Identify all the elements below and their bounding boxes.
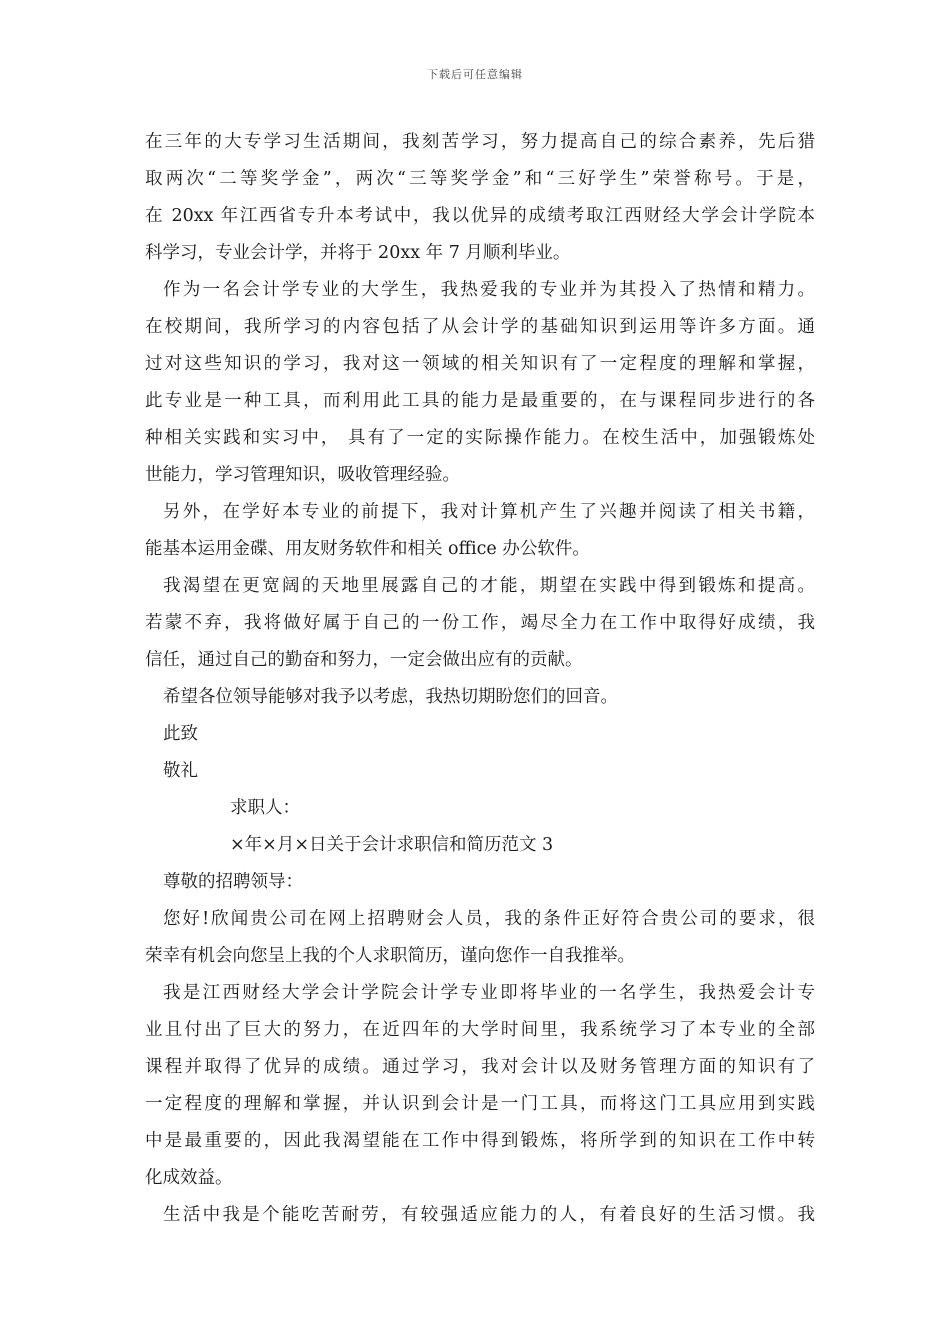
text-line: 我是江西财经大学会计学院会计学专业即将毕业的一名学生，我热爱会计专 — [163, 983, 815, 1003]
text-line: 在校期间，我所学习的内容包括了从会计学的基础知识到运用等许多方面。通 — [145, 317, 815, 337]
document-body — [145, 124, 815, 1234]
text-line: 化成效益。 — [145, 1168, 233, 1188]
text-line: 希望各位领导能够对我予以考虑，我热切期盼您们的回音。 — [163, 687, 618, 707]
text-line: 作为一名会计学专业的大学生，我热爱我的专业并为其投入了热情和精力。 — [163, 280, 815, 300]
text-line: 信任，通过自己的勤奋和努力，一定会做出应有的贡献。 — [145, 650, 583, 670]
text-line: 若蒙不弃，我将做好属于自己的一份工作，竭尽全力在工作中取得好成绩，我 — [145, 613, 815, 633]
text-line: 能基本运用金碟、用友财务软件和相关 office 办公软件。 — [145, 539, 590, 559]
text-line: 此致 — [163, 724, 198, 744]
text-line: 此专业是一种工具，而利用此工具的能力是最重要的，在与课程同步进行的各 — [145, 391, 815, 411]
text-line: 求职人： — [230, 798, 300, 818]
text-line: 业且付出了巨大的努力，在近四年的大学时间里，我系统学习了本专业的全部 — [145, 1020, 815, 1040]
text-line: 种相关实践和实习中， 具有了一定的实际操作能力。在校生活中，加强锻炼处 — [145, 428, 815, 448]
text-line: 世能力，学习管理知识，吸收管理经验。 — [145, 465, 460, 485]
text-line: 在 20xx 年江西省专升本考试中，我以优异的成绩考取江西财经大学会计学院本 — [145, 206, 815, 226]
text-line: 生活中我是个能吃苦耐劳，有较强适应能力的人，有着良好的生活习惯。我 — [163, 1205, 815, 1225]
text-line: 中是最重要的，因此我渴望能在工作中得到锻炼，将所学到的知识在工作中转 — [145, 1131, 815, 1151]
text-line: 我渴望在更宽阔的天地里展露自己的才能，期望在实践中得到锻炼和提高。 — [163, 576, 815, 596]
text-line: 课程并取得了优异的成绩。通过学习，我对会计以及财务管理方面的知识有了 — [145, 1057, 815, 1077]
text-line: ×年×月×日关于会计求职信和简历范文 3 — [230, 835, 554, 855]
text-line: 过对这些知识的学习，我对这一领域的相关知识有了一定程度的理解和掌握， — [145, 354, 815, 374]
text-line: 一定程度的理解和掌握，并认识到会计是一门工具，而将这门工具应用到实践 — [145, 1094, 815, 1114]
text-line: 取两次“二等奖学金”，两次“三等奖学金”和“三好学生”荣誉称号。于是， — [145, 169, 815, 189]
text-line: 另外，在学好本专业的前提下，我对计算机产生了兴趣并阅读了相关书籍， — [163, 502, 815, 522]
text-line: 荣幸有机会向您呈上我的个人求职简历，谨向您作一自我推举。 — [145, 946, 635, 966]
text-line: 敬礼 — [163, 761, 198, 781]
text-line: 在三年的大专学习生活期间，我刻苦学习，努力提高自己的综合素养，先后猎 — [145, 132, 815, 152]
text-line: 尊敬的招聘领导： — [163, 872, 303, 892]
text-line: 您好!欣闻贵公司在网上招聘财会人员，我的条件正好符合贵公司的要求，很 — [163, 909, 815, 929]
header-note: 下载后可任意编辑 — [427, 68, 523, 81]
text-line: 科学习，专业会计学，并将于 20xx 年 7 月顺利毕业。 — [145, 243, 571, 263]
